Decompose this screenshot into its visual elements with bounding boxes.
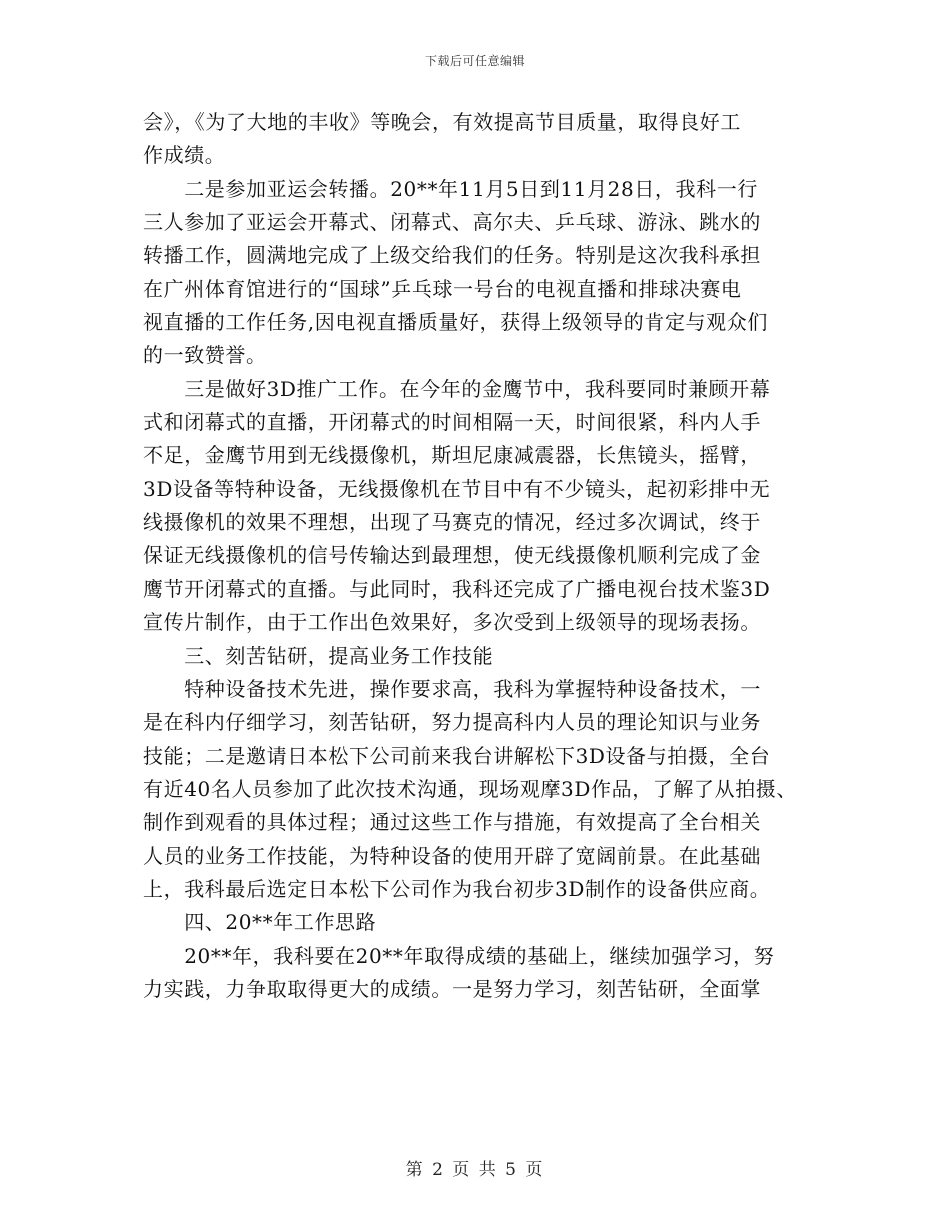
text-line: 转播工作，圆满地完成了上级交给我们的任务。特别是这次我科承担 <box>143 243 761 268</box>
text-line: 会》，《为了大地的丰收》等晚会，有效提高节目质量，取得良好工 <box>143 110 741 134</box>
text-line: 式和闭幕式的直播，开闭幕式的时间相隔一天，时间很紧，科内人手 <box>143 410 761 435</box>
text-line: 上，我科最后选定日本松下公司作为我台初步3D制作的设备供应商。 <box>143 876 771 901</box>
text-line: 宣传片制作，由于工作出色效果好，多次受到上级领导的现场表扬。 <box>143 610 761 635</box>
section-heading: 三、刻苦钻研，提高业务工作技能 <box>143 643 494 668</box>
text-line: 二是参加亚运会转播。20**年11月5日到11月28日，我科一行 <box>143 176 758 201</box>
text-line: 制作到观看的具体过程；通过这些工作与措施，有效提高了全台相关 <box>143 810 761 835</box>
page-footer: 第 2 页 共 5 页 <box>405 1160 545 1180</box>
document-body <box>143 106 823 1006</box>
text-line: 线摄像机的效果不理想，出现了马赛克的情况，经过多次调试，终于 <box>143 510 761 535</box>
text-line: 有近40名人员参加了此次技术沟通，现场观摩3D作品，了解了从拍摄、 <box>143 776 798 801</box>
text-line: 特种设备技术先进，操作要求高，我科为掌握特种设备技术，一 <box>143 676 761 701</box>
text-line: 鹰节开闭幕式的直播。与此同时，我科还完成了广播电视台技术鉴3D <box>143 576 771 601</box>
text-line: 的一致赞誉。 <box>143 343 267 368</box>
text-line: 视直播的工作任务,因电视直播质量好，获得上级领导的肯定与观众们 <box>143 310 768 335</box>
text-line: 在广州体育馆进行的“国球”乒乓球一号台的电视直播和排球决赛电 <box>143 276 742 301</box>
text-line: 人员的业务工作技能，为特种设备的使用开辟了宽阔前景。在此基础 <box>143 843 761 868</box>
text-line: 3D设备等特种设备，无线摄像机在节目中有不少镜头，起初彩排中无 <box>143 476 771 501</box>
text-line: 三人参加了亚运会开幕式、闭幕式、高尔夫、乒乓球、游泳、跳水的 <box>143 210 761 235</box>
text-line: 是在科内仔细学习，刻苦钻研，努力提高科内人员的理论知识与业务 <box>143 710 761 735</box>
page-header: 下载后可任意编辑 <box>424 54 525 68</box>
text-line: 20**年，我科要在20**年取得成绩的基础上，继续加强学习，努 <box>143 943 775 968</box>
text-line: 作成绩。 <box>143 143 226 168</box>
section-heading: 四、20**年工作思路 <box>143 910 377 935</box>
text-line: 三是做好3D推广工作。在今年的金鹰节中，我科要同时兼顾开幕 <box>143 376 771 401</box>
text-line: 不足，金鹰节用到无线摄像机，斯坦尼康减震器，长焦镜头，摇臂， <box>143 443 761 468</box>
text-line: 技能；二是邀请日本松下公司前来我台讲解松下3D设备与拍摄，全台 <box>143 743 771 768</box>
text-line: 保证无线摄像机的信号传输达到最理想，使无线摄像机顺利完成了金 <box>143 543 761 568</box>
text-line: 力实践，力争取取得更大的成绩。一是努力学习，刻苦钻研，全面掌 <box>143 976 761 1001</box>
